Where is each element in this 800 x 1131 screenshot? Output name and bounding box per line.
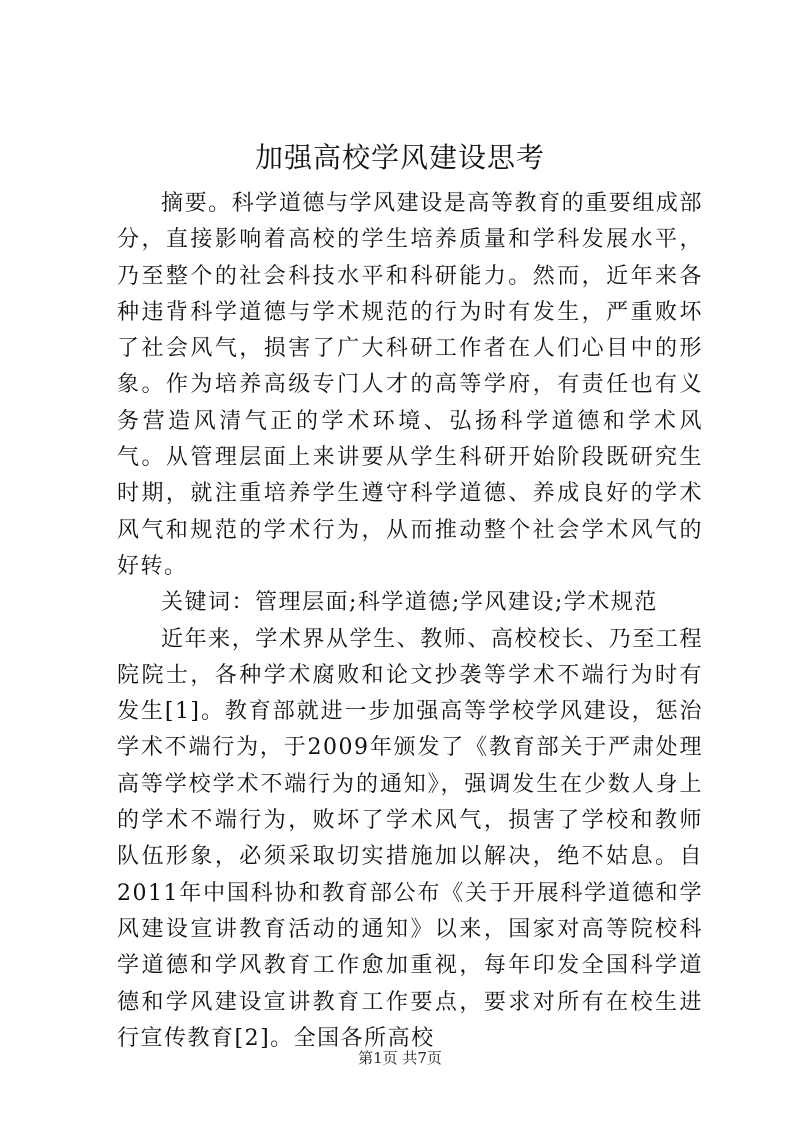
body-paragraph: 近年来，学术界从学生、教师、高校校长、乃至工程院院士，各种学术腐败和论文抄袭等学术不端行为时有发生[1]。教育部就进一步加强高等学校学风建设，惩治学术不端行为，于2009年颁发了《教育部关于严肃处理高等学校学术不端行为的通知》，强调发生在少数人身上的学术不端行为，败坏了学术风气，损害了学校和教师队伍形象，必须采取切实措施加以解决，绝不姑息。自2011年中国科协和教育部公布《关于开展科学道德和学风建设宣讲教育活动的通知》以来，国家对高等院校科学道德和学风教育工作愈加重视，每年印发全国科学道德和学风建设宣讲教育工作要点，要求对所有在校生进行宣传教育[2]。全国各所高校: [117, 626, 703, 1051]
page-footer: 第1页 共7页: [358, 1049, 442, 1067]
keywords-paragraph: 关键词：管理层面;科学道德;学风建设;学术规范: [161, 590, 658, 616]
document-body: [117, 186, 703, 1057]
abstract-paragraph: 摘要。科学道德与学风建设是高等教育的重要组成部分，直接影响着高校的学生培养质量和学科发展水平，乃至整个的社会科技水平和科研能力。然而，近年来各种违背科学道德与学术规范的行为时有发生，严重败坏了社会风气，损害了广大科研工作者在人们心目中的形象。作为培养高级专门人才的高等学府，有责任也有义务营造风清气正的学术环境、弘扬科学道德和学术风气。从管理层面上来讲要从学生科研开始阶段既研究生时期，就注重培养学生遵守科学道德、养成良好的学术风气和规范的学术行为，从而推动整个社会学术风气的好转。: [117, 191, 703, 579]
page-title: 加强高校学风建设思考: [254, 141, 545, 174]
